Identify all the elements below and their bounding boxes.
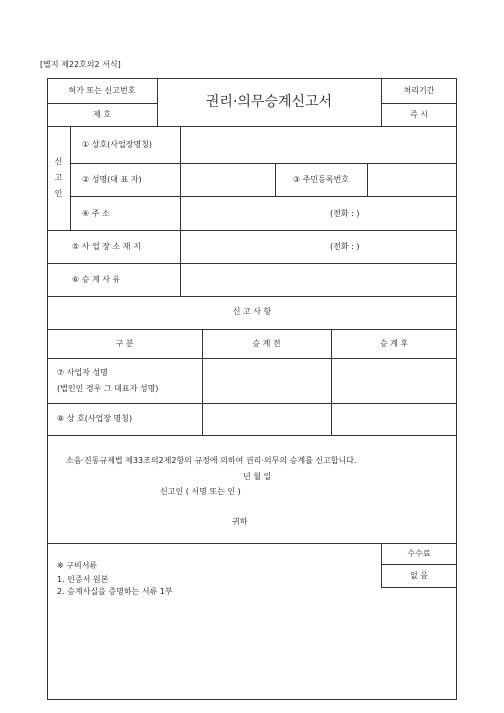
owner-name-before-field[interactable] — [203, 359, 330, 402]
owner-name-sublabel: (법인인 경우 그 대표자 성명) — [57, 384, 159, 393]
reporter-side-3: 인 — [54, 189, 63, 198]
declaration-signer: 신고인 ( 서명 또는 인 ) — [160, 487, 241, 496]
form-title: 권리·의무승계신고서 — [205, 94, 333, 110]
report-items-title: 신 고 사 항 — [232, 307, 272, 316]
number-label: 제 호 — [93, 110, 111, 119]
succession-reason-field[interactable] — [181, 264, 456, 295]
rep-name-field[interactable] — [181, 164, 274, 195]
rep-name-label: ② 성명(대 표 자) — [82, 175, 142, 184]
address-label: ④ 주 소 — [82, 209, 110, 218]
column-after: 승 계 후 — [379, 339, 409, 348]
declaration-date: 년 월 일 — [243, 472, 272, 481]
business-location-label: ⑤ 사 업 장 소 재 지 — [72, 242, 141, 251]
declaration-recipient: 귀하 — [232, 517, 248, 526]
processing-period-label: 처리기간 — [403, 86, 435, 95]
column-division: 구 분 — [115, 339, 134, 348]
form-label: [별지 제22호의2 서식] — [40, 60, 121, 69]
fee-value: 없 음 — [410, 571, 428, 580]
required-doc-1: 1. 인증서 원본 — [57, 575, 109, 584]
column-before: 승 계 전 — [252, 339, 281, 348]
trade-name-row-label: ⑧ 상 호(사업장 명칭) — [57, 414, 133, 423]
processing-period-value: 즉 시 — [410, 110, 428, 119]
reporter-side-2: 고 — [54, 173, 63, 182]
owner-name-after-field[interactable] — [332, 359, 456, 402]
owner-name-label: ⑦ 사업자 성명 — [57, 368, 108, 377]
business-location-field[interactable] — [181, 231, 456, 262]
trade-name-field[interactable] — [181, 127, 456, 162]
reporter-side-1: 신 — [54, 157, 63, 166]
address-field[interactable] — [181, 197, 456, 229]
required-doc-2: 2. 승계사실을 증명하는 서류 1부 — [57, 587, 173, 596]
resident-number-field[interactable] — [368, 164, 456, 195]
required-docs-title: ※ 구비서류 — [57, 561, 98, 570]
trade-name-after-field[interactable] — [332, 404, 456, 434]
address-phone: (전화 : ) — [330, 209, 360, 218]
succession-reason-label: ⑥ 승 계 사 유 — [72, 275, 121, 284]
permit-number-label: 허가 또는 신고번호 — [68, 86, 136, 95]
fee-label: 수수료 — [407, 549, 431, 558]
business-phone: (전화 : ) — [330, 242, 360, 251]
resident-number-label: ③ 주민등록번호 — [292, 175, 350, 184]
trade-name-label: ① 상호(사업장명칭) — [82, 140, 153, 149]
trade-name-before-field[interactable] — [203, 404, 330, 434]
declaration-statement: 소음·진동규제법 제33조의2제2항의 규정에 의하여 권리·의무의 승계를 신고합니다. — [66, 456, 357, 465]
